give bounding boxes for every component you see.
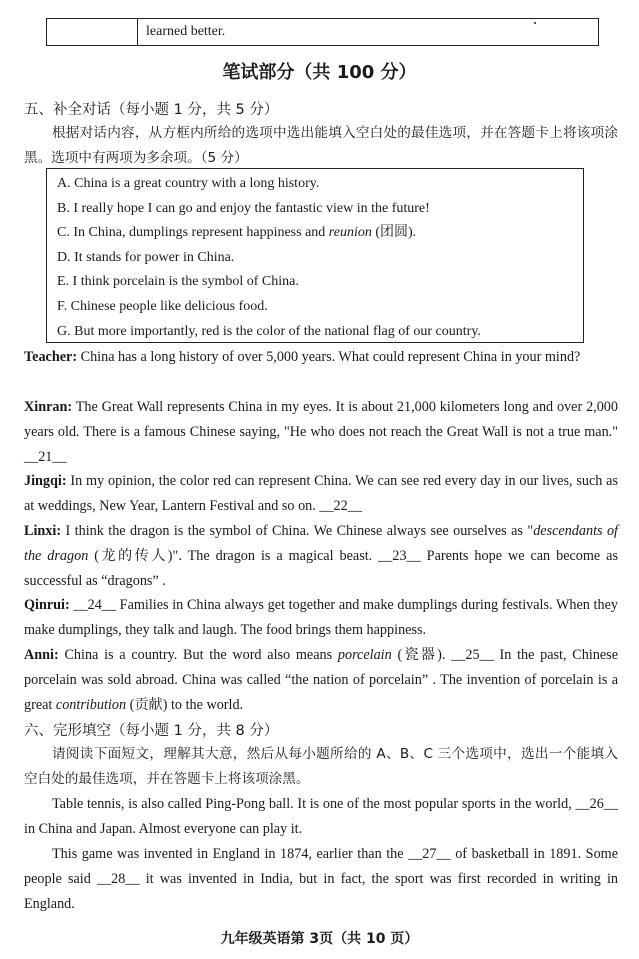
options-box [46,168,584,343]
speaker-qinrui: Qinrui: [24,597,70,613]
section6-heading: 六、完形填空（每小题 1 分，共 8 分） [24,723,279,739]
answer-table-fragment [46,18,599,46]
table-cell-text: learned better. [146,24,226,39]
section6-instruction: 请阅读下面短文，理解其大意，然后从每小题所给的 A、B、C 三个选项中，选出一个能填入空白处的最佳选项，并在答题卡上将该项涂黑。 [24,746,618,787]
option-c-tail: (团圆). [371,225,417,241]
section-title: 笔试部分（共 100 分） [222,62,417,83]
option-c-text: C. In China, dumplings represent happiness and [57,225,329,241]
speaker-linxi: Linxi: [24,523,62,539]
linxi-line-1: I think the dragon is the symbol of China. We Chinese always see ourselves as " [61,523,534,539]
qinrui-line: __24__ Families in China always get together and make dumplings during festivals. When they make dumplings, they talk and laugh. The food brings them happiness. [24,597,618,638]
xinran-line: The Great Wall represents China in my eyes. It is about 21,000 kilometers long and over 2,000 years old. There is a famous Chinese saying, "He who does not reach the Great Wall is not a true man." __21__ [24,399,618,465]
dialogue-linxi [24,519,618,593]
option-c [57,221,583,246]
dialogue-teacher [24,345,618,370]
jingqi-line: In my opinion, the color red can represent China. We can see red every day in our lives, such as at weddings, New Year, Lantern Festival and so on. __22__ [24,473,618,514]
option-b: B. I really hope I can go and enjoy the fantastic view in the future! [57,200,430,216]
passage-paragraph-1: Table tennis, is also called Ping-Pong ball. It is one of the most popular sports in the world, __26__ in China and Japan. Almost everyone can play it. [24,796,618,837]
speaker-teacher: Teacher: [24,349,78,365]
linxi-line-2: (龙的传人)". The dragon is a magical beast. __23__ Parents hope we can become as successful as “dragons” . [24,547,619,589]
option-g: G. But more importantly, red is the color of the national flag of our country. [57,323,481,339]
option-f: F. Chinese people like delicious food. [57,298,268,314]
dialogue-anni [24,643,618,717]
dialogue-xinran [24,395,618,469]
anni-line-1: China is a country. But the word also means [58,647,338,663]
anni-italic-2: contribution [55,696,127,713]
anni-italic-1: porcelain [337,647,392,663]
table-cell-empty [47,19,138,45]
option-d: D. It stands for power in China. [57,249,235,265]
option-c-italic: reunion [328,225,372,241]
anni-line-3: (贡献) to the world. [126,696,244,713]
section5-instruction: 根据对话内容，从方框内所给的选项中选出能填入空白处的最佳选项，并在答题卡上将该项涂黑。选项中有两项为多余项。（5 分） [24,125,618,166]
page-footer: 九年级英语第 3页（共 10 页） [220,931,419,947]
speck-mark [534,22,536,24]
speaker-xinran: Xinran: [24,399,73,415]
speaker-jingqi: Jingqi: [24,473,67,489]
anni-line-2: (瓷器). __25__ In the past, Chinese porcelain was sold abroad. China was called “the nation of porcelain” . The invention of porcelain is a great [24,647,618,713]
linxi-italic: descendants of the dragon [24,523,619,564]
dialogue-jingqi [24,469,618,519]
section5-heading: 五、补全对话（每小题 1 分，共 5 分） [24,102,279,118]
passage-paragraph-2: This game was invented in England in 1874, earlier than the __27__ of basketball in 1891. Some people said __28__ it was invented in India, but in fact, the sport was first recorded in writing in England. [24,846,618,912]
option-a: A. China is a great country with a long history. [57,176,320,191]
option-e: E. I think porcelain is the symbol of China. [57,274,299,290]
dialogue-qinrui [24,593,618,643]
teacher-line: China has a long history of over 5,000 years. What could represent China in your mind? [77,349,581,365]
speaker-anni: Anni: [24,647,59,663]
